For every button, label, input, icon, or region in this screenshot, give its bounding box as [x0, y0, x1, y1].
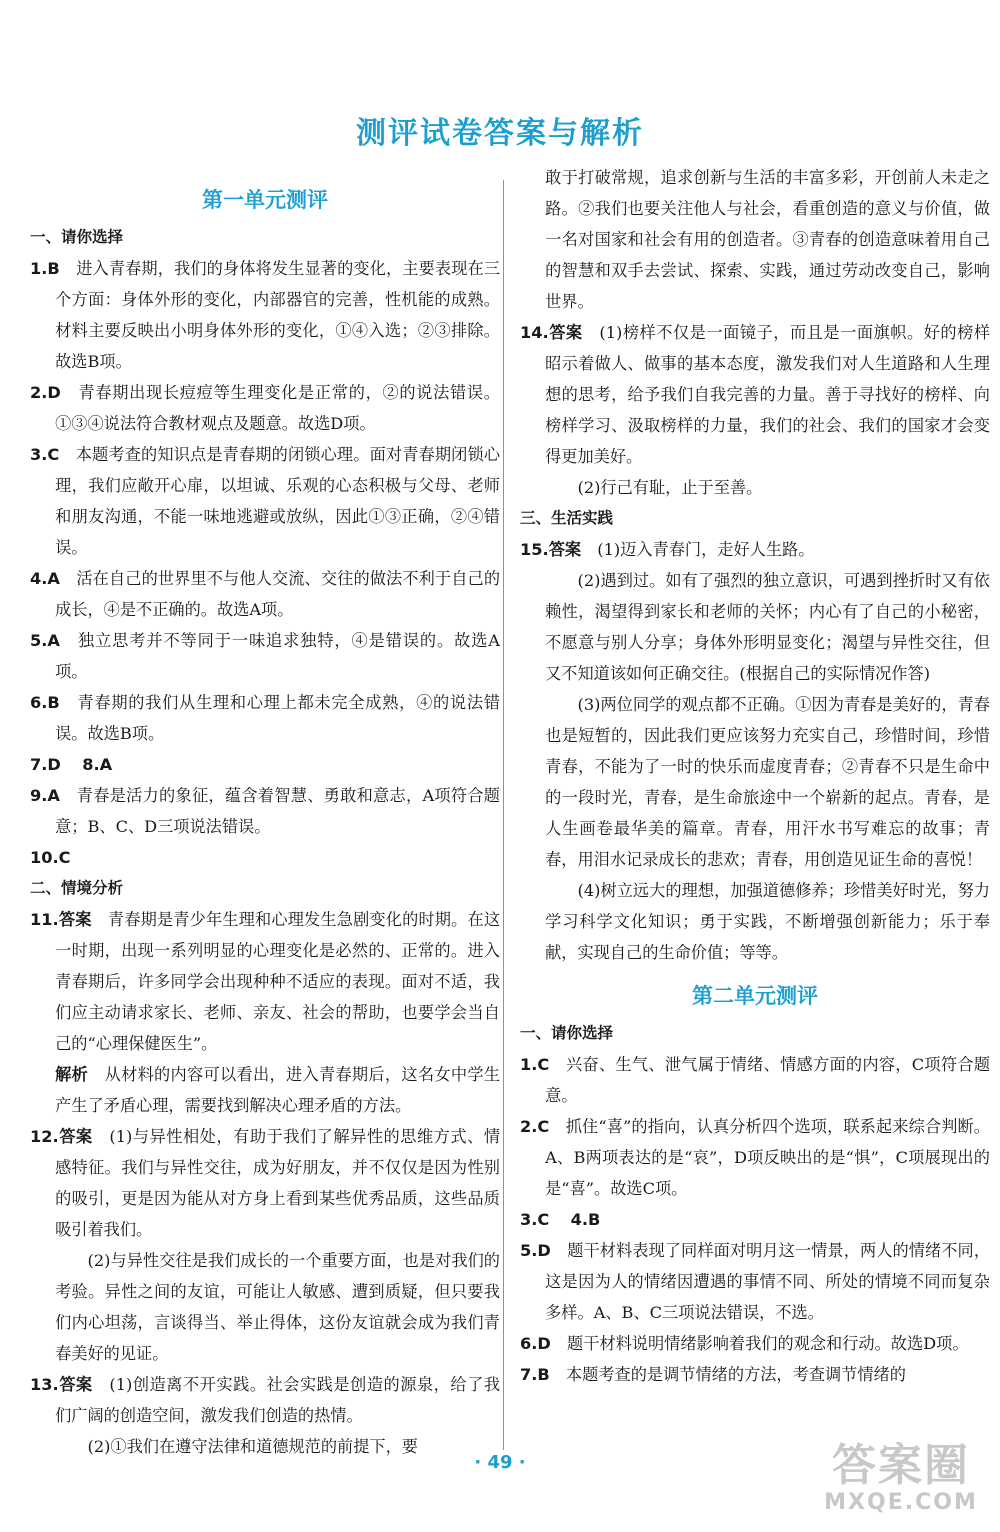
section-heading: 二、情境分析 — [30, 879, 124, 897]
watermark-logo: 答案圈 MXQE.COM — [824, 1440, 978, 1515]
answer-item: 15.答案 (1)迈入青春门，走好人生路。 — [520, 540, 815, 559]
answer-item: 7.D 8.A — [30, 755, 113, 774]
answer-item: 1.B 进入青春期，我们的身体将发生显著的变化，主要表现在三个方面：身体外形的变化，内部器官的完善，性机能的成熟。材料主要反映出小明身体外形的变化，①④入选；②③排除。故选B项。 — [30, 259, 501, 371]
answer-item: 9.A 青春是活力的象征，蕴含着智慧、勇敢和意志，A项符合题意；B、C、D三项说法错误。 — [30, 786, 500, 836]
answer-paragraph: (2)行己有耻，止于至善。 — [577, 478, 763, 497]
section-heading: 一、请你选择 — [520, 1024, 614, 1042]
section-heading: 三、生活实践 — [520, 509, 614, 527]
column-divider — [503, 180, 504, 1450]
answer-item: 12.答案 (1)与异性相处，有助于我们了解异性的思维方式、情感特征。我们与异性交往，成为好朋友，并不仅仅是因为性别的吸引，更是因为能从对方身上看到某些优秀品质，这些品质吸引着我们。 — [30, 1127, 501, 1239]
page-title: 测评试卷答案与解析 — [356, 116, 644, 151]
answer-item: 1.C 兴奋、生气、泄气属于情绪、情感方面的内容，C项符合题意。 — [520, 1055, 991, 1105]
answer-item: 6.B 青春期的我们从生理和心理上都未完全成熟，④的说法错误。故选B项。 — [30, 693, 501, 743]
answer-item: 7.B 本题考查的是调节情绪的方法，考查调节情绪的 — [520, 1365, 906, 1384]
answer-item: 5.D 题干材料表现了同样面对明月这一情景，两人的情绪不同，这是因为人的情绪因遭遇的事情不同、所处的情境不同而复杂多样。A、B、C三项说法错误，不选。 — [520, 1241, 991, 1322]
answer-item: 2.D 青春期出现长痘痘等生理变化是正常的，②的说法错误。①③④说法符合教材观点及题意。故选D项。 — [30, 383, 500, 433]
analysis-paragraph: 解析 从材料的内容可以看出，进入青春期后，这名女中学生产生了矛盾心理，需要找到解决心理矛盾的方法。 — [55, 1065, 501, 1115]
answer-item: 13.答案 (1)创造离不开实践。社会实践是创造的源泉，给了我们广阔的创造空间，激发我们创造的热情。 — [30, 1375, 501, 1425]
right-column — [520, 168, 991, 1390]
answer-item: 10.C — [30, 848, 71, 867]
answer-item: 5.A 独立思考并不等同于一味追求独特，④是错误的。故选A项。 — [30, 631, 500, 681]
answer-item: 11.答案 青春期是青少年生理和心理发生急剧变化的时期。在这一时期，出现一系列明显的心理变化是必然的、正常的。进入青春期后，许多同学会出现种种不适应的表现。面对不适，我们应主动请求家长、老师、亲友、社会的帮助，也要学会当自己的“心理保健医生”。 — [30, 910, 501, 1053]
answer-item: 4.A 活在自己的世界里不与他人交流、交往的做法不利于自己的成长，④是不正确的。故选A项。 — [30, 569, 501, 619]
answer-item: 14.答案 (1)榜样不仅是一面镜子，而且是一面旗帜。好的榜样昭示着做人、做事的基本态度，激发我们对人生道路和人生理想的思考，给予我们自我完善的力量。善于寻找好的榜样、向榜样学习、汲取榜样的力量，我们的社会、我们的国家才会变得更加美好。 — [520, 323, 991, 466]
answer-paragraph: (2)①我们在遵守法律和道德规范的前提下，要 — [87, 1437, 418, 1456]
answer-paragraph: (4)树立远大的理想，加强道德修养；珍惜美好时光，努力学习科学文化知识；勇于实践，不断增强创新能力；乐于奉献，实现自己的生命价值；等等。 — [545, 881, 990, 962]
answer-paragraph: (3)两位同学的观点都不正确。①因为青春是美好的，青春也是短暂的，因此我们更应该努力充实自己，珍惜时间，珍惜青春，不能为了一时的快乐而虚度青春；②青春不只是生命中的一段时光，青春，是生命旅途中一个崭新的起点。青春，是人生画卷最华美的篇章。青春，用汗水书写难忘的故事；青春，用泪水记录成长的悲欢；青春，用创造见证生命的喜悦！ — [545, 695, 990, 869]
answer-item: 2.C 抓住“喜”的指向，认真分析四个选项，联系起来综合判断。A、B两项表达的是“哀”，D项反映出的是“惧”，C项展现出的是“喜”。故选C项。 — [520, 1117, 990, 1198]
answer-paragraph: (2)遇到过。如有了强烈的独立意识，可遇到挫折时又有依赖性，渴望得到家长和老师的关怀；内心有了自己的小秘密，不愿意与别人分享；身体外形明显变化；渴望与异性交往，但又不知道该如何正确交往。(根据自己的实际情况作答) — [545, 571, 990, 683]
page-number: · 49 · — [474, 1452, 526, 1473]
answer-paragraph: (2)与异性交往是我们成长的一个重要方面，也是对我们的考验。异性之间的友谊，可能让人敏感、遭到质疑，但只要我们内心坦荡，言谈得当、举止得体，这份友谊就会成为我们青春美好的见证。 — [55, 1251, 500, 1363]
answer-paragraph: 敢于打破常规，追求创新与生活的丰富多彩，开创前人未走之路。②我们也要关注他人与社会，看重创造的意义与价值，做一名对国家和社会有用的创造者。③青春的创造意味着用自己的智慧和双手去尝试、探索、实践，通过劳动改变自己，影响世界。 — [545, 168, 990, 311]
answer-item: 3.C 4.B — [520, 1210, 601, 1229]
unit-heading: 第二单元测评 — [692, 984, 818, 1008]
answer-item: 3.C 本题考查的知识点是青春期的闭锁心理。面对青春期闭锁心理，我们应敞开心扉，以坦诚、乐观的心态积极与父母、老师和朋友沟通，不能一味地逃避或放纵，因此①③正确，②④错误。 — [30, 445, 501, 557]
unit-heading: 第一单元测评 — [202, 188, 328, 212]
answer-item: 6.D 题干材料说明情绪影响着我们的观念和行动。故选D项。 — [520, 1334, 969, 1353]
left-column — [30, 172, 500, 1462]
section-heading: 一、请你选择 — [30, 228, 124, 246]
